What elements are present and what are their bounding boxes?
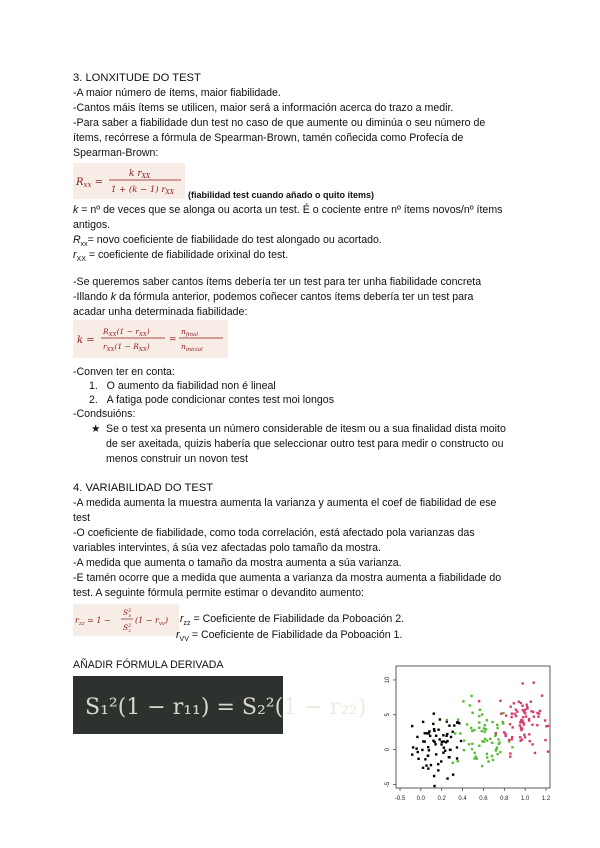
scatter-point xyxy=(505,735,507,737)
scatter-point xyxy=(509,755,511,757)
scatter-point xyxy=(495,732,497,734)
scatter-point xyxy=(515,715,517,717)
scatter-point xyxy=(471,730,473,732)
paragraph-line: -Condsuións: xyxy=(73,408,136,420)
scatter-point xyxy=(484,738,486,740)
k-definition xyxy=(73,203,502,217)
scatter-point xyxy=(415,747,417,749)
scatter-point xyxy=(435,735,437,737)
scatter-point xyxy=(427,746,429,748)
x-tick-label: 0.8 xyxy=(500,796,509,802)
formula-note: (fiabilidad test cuando añado o quito ítems) xyxy=(188,190,375,200)
paragraph-line: test. A seguinte fórmula permite estimar o devandito aumento: xyxy=(73,587,364,599)
paragraph-line: -O coeficiente de fiabilidade, como toda correlación, está afectado pola varianzas das xyxy=(73,527,475,539)
symbol-rzz: r xyxy=(180,613,184,625)
x-tick-label: 0.0 xyxy=(416,796,426,802)
scatter-point xyxy=(513,702,515,704)
scatter-point xyxy=(523,711,525,713)
scatter-point xyxy=(424,758,426,760)
scatter-point xyxy=(519,721,521,723)
scatter-point xyxy=(453,724,455,726)
scatter-point xyxy=(446,719,448,721)
scatter-point xyxy=(450,736,452,738)
scatter-point xyxy=(491,755,493,757)
scatter-point xyxy=(500,713,502,715)
scatter-point xyxy=(519,724,521,726)
paragraph-line: -Se queremos saber cantos ítems debería ter un test para ter unha fiabilidade concreta xyxy=(73,276,482,288)
scatter-point xyxy=(459,732,461,734)
line7-start: -Illando xyxy=(73,291,111,303)
scatter-point xyxy=(484,724,486,726)
scatter-point xyxy=(528,719,530,721)
scatter-point xyxy=(446,733,448,735)
scatter-point xyxy=(521,705,523,707)
scatter-point xyxy=(443,747,445,749)
scatter-point xyxy=(478,745,480,747)
scatter-point xyxy=(438,738,440,740)
scatter-point xyxy=(473,729,475,731)
scatter-point xyxy=(520,702,522,704)
svg-text:1 + (k − 1) rXX: 1 + (k − 1) $r_{XX}$ xyxy=(111,185,174,196)
scatter-point xyxy=(466,723,468,725)
svg-text:RXX(1 − rXX): $R_{XX}(1 - r_{XX})$ xyxy=(103,327,150,338)
scatter-point xyxy=(471,748,473,750)
scatter-point xyxy=(547,750,549,752)
scatter-point xyxy=(463,739,465,741)
rxx-definition xyxy=(73,248,288,267)
scatter-point xyxy=(529,740,531,742)
scatter-point xyxy=(496,727,498,729)
scatter-point xyxy=(537,715,539,717)
scatter-point xyxy=(417,751,419,753)
scatter-point xyxy=(442,734,444,736)
paragraph-line: -E tamén ocorre que a medida que aumenta a varianza da mostra aumenta a fiabilidade do xyxy=(73,572,502,584)
k-definition-text: = nº de veces que se alonga ou acorta un test. É o cociente entre nº ítems novos/nº ítems xyxy=(81,204,503,216)
variability-formula xyxy=(73,604,179,636)
scatter-point xyxy=(511,738,513,740)
Rxx-definition-text: = novo coeficiente de fiabilidade do test alongado ou acortado. xyxy=(87,234,382,246)
scatter-point xyxy=(470,695,472,697)
paragraph-line: -A medida aumenta la muestra aumenta la varianza y aumenta el coef de fiabilidad de ese xyxy=(73,497,497,509)
scatter-point xyxy=(448,756,450,758)
symbol-rvv-sub: VV xyxy=(179,636,189,644)
scatter-point xyxy=(511,712,513,714)
paragraph-line: test xyxy=(73,512,91,524)
rvv-definition-text: = Coeficiente de Fiabilidade da Poboación 1. xyxy=(191,629,403,641)
paragraph-line: menos construir un novon test xyxy=(106,453,248,465)
scatter-point xyxy=(509,752,511,754)
scatter-point xyxy=(433,712,435,714)
scatter-point xyxy=(422,740,424,742)
scatter-point xyxy=(544,719,546,721)
rzz-definition-text: = Coeficiente de Fiabilidade da Poboación 2. xyxy=(193,613,405,625)
scatter-point xyxy=(509,705,511,707)
scatter-point xyxy=(522,716,524,718)
scatter-point xyxy=(463,749,465,751)
scatter-point xyxy=(428,749,430,751)
scatter-point xyxy=(479,709,481,711)
scatter-point xyxy=(485,728,487,730)
list-item-text: A fatiga pode condicionar contes test moi longos xyxy=(106,394,334,406)
x-tick-label: 0.2 xyxy=(437,796,446,802)
y-tick-label: -5 xyxy=(385,781,391,788)
scatter-point xyxy=(460,740,462,742)
scatter-point xyxy=(498,741,500,743)
scatter-point xyxy=(446,777,448,779)
scatter-point xyxy=(456,760,458,762)
symbol-rzz-sub: zz xyxy=(183,620,191,628)
scatter-svg xyxy=(370,660,560,810)
symbol-rxx: r xyxy=(73,249,77,261)
scatter-point xyxy=(441,741,443,743)
scatter-point xyxy=(497,738,499,740)
scatter-point xyxy=(514,713,516,715)
scatter-point xyxy=(486,739,488,741)
section-3-title: 3. LONXITUDE DO TEST xyxy=(73,72,201,84)
scatter-point xyxy=(520,719,522,721)
scatter-point xyxy=(411,725,413,727)
scatter-point xyxy=(523,734,525,736)
scatter-point xyxy=(437,769,439,771)
scatter-point xyxy=(521,728,523,730)
list-item: 2. A fatiga pode condicionar contes test moi longos xyxy=(89,394,334,406)
paragraph-line: -Cantos máis ítems se utilicen, maior será a información acerca do trazo a medir. xyxy=(73,102,454,114)
y-tick-label: 5 xyxy=(385,713,391,717)
scatter-point xyxy=(544,739,546,741)
scatter-point xyxy=(452,762,454,764)
scatter-point xyxy=(478,715,480,717)
svg-text:S2v: $S^2$ v xyxy=(123,608,132,619)
svg-text:Rxx =: $R_{xx}$ = xyxy=(76,177,103,189)
scatter-point xyxy=(539,710,541,712)
scatter-point xyxy=(425,764,427,766)
list-item: 1. O aumento da fiabilidad non é lineal xyxy=(89,380,276,392)
scatter-point xyxy=(478,727,480,729)
scatter-point xyxy=(454,732,456,734)
symbol-Rxx-sub: xx xyxy=(80,241,88,249)
scatter-point xyxy=(471,712,473,714)
scatter-point xyxy=(545,725,547,727)
scatter-point xyxy=(476,757,478,759)
scatter-point xyxy=(481,765,483,767)
scatter-point xyxy=(486,756,488,758)
svg-text:rXX(1 − RXX): $r_{XX}(1 - R_{XX})$ xyxy=(103,342,150,353)
scatter-point xyxy=(452,773,454,775)
scatter-point xyxy=(456,757,458,759)
star-bullet-icon: ★ xyxy=(91,423,101,435)
scatter-point xyxy=(462,700,464,702)
symbol-rvv: r xyxy=(176,629,180,641)
scatter-plot xyxy=(370,660,560,810)
paragraph-line: ítems, recórrese a fórmula de Spearman-Brown, tamén coñecida como Profecía de xyxy=(73,132,464,144)
scatter-point xyxy=(495,749,497,751)
svg-text:k =: k = xyxy=(77,335,95,346)
scatter-point xyxy=(440,760,442,762)
scatter-point xyxy=(536,724,538,726)
scatter-point xyxy=(429,735,431,737)
paragraph-line: Spearman-Brown: xyxy=(73,147,159,159)
plot-frame xyxy=(396,666,550,788)
scatter-point xyxy=(471,743,473,745)
x-tick-label: 1.2 xyxy=(541,796,551,802)
scatter-point xyxy=(469,704,471,706)
scatter-point xyxy=(496,753,498,755)
scatter-point xyxy=(470,727,472,729)
scatter-point xyxy=(486,719,488,721)
scatter-point xyxy=(412,746,414,748)
scatter-point xyxy=(451,731,453,733)
scatter-point xyxy=(530,700,532,702)
line7-end: da fórmula anterior, podemos coñecer cantos ítems debería ter un test para xyxy=(116,291,474,303)
paragraph-line: -Conven ter en conta: xyxy=(73,366,175,378)
scatter-point xyxy=(483,731,485,733)
scatter-point xyxy=(457,718,459,720)
scatter-point xyxy=(416,736,418,738)
scatter-point xyxy=(433,785,435,787)
svg-text:(1 − rvv): $(1 - r_{vv})$ xyxy=(135,616,169,627)
scatter-point xyxy=(526,706,528,708)
scatter-point xyxy=(411,753,413,755)
scatter-point xyxy=(491,721,493,723)
svg-text:rzz = 1 −: $r_{zz} = 1$ − xyxy=(75,616,111,627)
paragraph-line: antigos. xyxy=(73,219,111,231)
scatter-point xyxy=(437,763,439,765)
scatter-point xyxy=(524,708,526,710)
list-item-text: O aumento da fiabilidad non é lineal xyxy=(106,380,276,392)
scatter-point xyxy=(433,728,435,730)
paragraph-line: -A maior número de ítems, maior fiabilidade. xyxy=(73,87,281,99)
scatter-point xyxy=(522,682,524,684)
scatter-point xyxy=(478,700,480,702)
scatter-point xyxy=(528,733,530,735)
symbol-rxx-sub: XX xyxy=(76,256,86,264)
scatter-point xyxy=(440,743,442,745)
scatter-point xyxy=(424,732,426,734)
scatter-point xyxy=(446,740,448,742)
scatter-point xyxy=(519,736,521,738)
scatter-point xyxy=(481,740,483,742)
svg-text:ninicial: $n_{inicial}$ xyxy=(181,342,203,353)
svg-text:=: = xyxy=(169,335,177,345)
scatter-point xyxy=(511,736,513,738)
scatter-point xyxy=(422,767,424,769)
scatter-point xyxy=(515,709,517,711)
x-tick-label: 0.4 xyxy=(458,796,467,802)
scatter-point xyxy=(437,729,439,731)
scatter-point xyxy=(533,681,535,683)
scatter-point xyxy=(522,722,524,724)
svg-text:k rXX: k $r_{XX}$ xyxy=(129,169,151,180)
scatter-point xyxy=(533,716,535,718)
scatter-point xyxy=(508,739,510,741)
chalkboard-formula-image xyxy=(73,676,367,734)
scatter-point xyxy=(456,746,458,748)
y-tick-label: 10 xyxy=(385,676,391,684)
scatter-point xyxy=(439,718,441,720)
svg-text:nfinal: $n_{final}$ xyxy=(181,327,199,338)
scatter-point xyxy=(481,713,483,715)
chalk-formula-text: S₁²(1 − r₁₁) = S₂²(1 − r₂₂) xyxy=(85,695,367,720)
scatter-point xyxy=(432,740,434,742)
paragraph-line: -Para saber a fiabilidade dun test no caso de que aumente ou diminúa o seu número de xyxy=(73,117,486,129)
scatter-point xyxy=(433,775,435,777)
rxx-definition-text: = coeficiente de fiabilidade orixinal do test. xyxy=(88,249,289,261)
paragraph-line: Se o test xa presenta un número considerable de itesm ou a sua finalidad dista moito xyxy=(106,423,506,435)
symbol-k: k xyxy=(73,204,79,216)
paragraph-line: -A medida que aumenta o tamaño da mostra aumenta a súa varianza. xyxy=(73,557,402,569)
derived-formula-heading: AÑADIR FÓRMULA DERIVADA xyxy=(73,659,224,671)
scatter-point xyxy=(525,715,527,717)
scatter-point xyxy=(428,730,430,732)
scatter-point xyxy=(427,754,429,756)
rvv-definition xyxy=(176,628,402,647)
scatter-point xyxy=(496,746,498,748)
paragraph-line xyxy=(73,290,473,304)
paragraph-line: acadar unha determinada fiabilidade: xyxy=(73,306,248,318)
scatter-point xyxy=(444,750,446,752)
scatter-point xyxy=(525,704,527,706)
k-isolated-formula xyxy=(73,320,228,358)
scatter-point xyxy=(421,749,423,751)
scatter-point xyxy=(481,730,483,732)
scatter-point xyxy=(432,723,434,725)
paragraph-line: de ser axeitada, quizis habería que seleccionar outro test para medir o constructo ou xyxy=(106,438,504,450)
scatter-point xyxy=(427,732,429,734)
paragraph-line: variables intervintes, á súa vez afectadas polo tamaño da mostra. xyxy=(73,542,381,554)
x-tick-label: 0.6 xyxy=(479,796,488,802)
scatter-point xyxy=(502,712,504,714)
scatter-point xyxy=(502,721,504,723)
scatter-point xyxy=(530,710,532,712)
x-tick-label: 1.0 xyxy=(520,796,530,802)
scatter-point xyxy=(511,726,513,728)
scatter-point xyxy=(486,753,488,755)
scatter-point xyxy=(487,760,489,762)
symbol-k: k xyxy=(110,291,116,303)
scatter-point xyxy=(492,759,494,761)
scatter-point xyxy=(538,712,540,714)
scatter-point xyxy=(499,700,501,702)
scatter-point xyxy=(531,743,533,745)
scatter-point xyxy=(435,753,437,755)
scatter-point xyxy=(430,764,432,766)
svg-text:S2z: $S^2$ z xyxy=(123,623,132,634)
spearman-brown-formula xyxy=(73,163,185,199)
scatter-point xyxy=(503,731,505,733)
scatter-point xyxy=(519,740,521,742)
symbol-Rxx: R xyxy=(73,234,81,246)
x-tick-label: -0.5 xyxy=(394,796,406,802)
scatter-point xyxy=(449,749,451,751)
scatter-point xyxy=(505,714,507,716)
scatter-point xyxy=(511,746,513,748)
scatter-point xyxy=(534,752,536,754)
scatter-point xyxy=(427,767,429,769)
scatter-point xyxy=(518,701,520,703)
scatter-point xyxy=(524,736,526,738)
scatter-point xyxy=(491,742,493,744)
scatter-point xyxy=(499,751,501,753)
scatter-point xyxy=(468,743,470,745)
scatter-point xyxy=(509,723,511,725)
scatter-point xyxy=(422,721,424,723)
scatter-point xyxy=(541,695,543,697)
scatter-point xyxy=(489,738,491,740)
scatter-point xyxy=(448,724,450,726)
scatter-point xyxy=(434,743,436,745)
scatter-point xyxy=(474,752,476,754)
scatter-point xyxy=(417,758,419,760)
scatter-point xyxy=(456,721,458,723)
section-4-title: 4. VARIABILIDAD DO TEST xyxy=(73,482,214,494)
y-tick-label: 0 xyxy=(385,747,391,752)
scatter-point xyxy=(496,724,498,726)
scatter-point xyxy=(510,716,512,718)
scatter-point xyxy=(478,721,480,723)
scatter-point xyxy=(531,724,533,726)
